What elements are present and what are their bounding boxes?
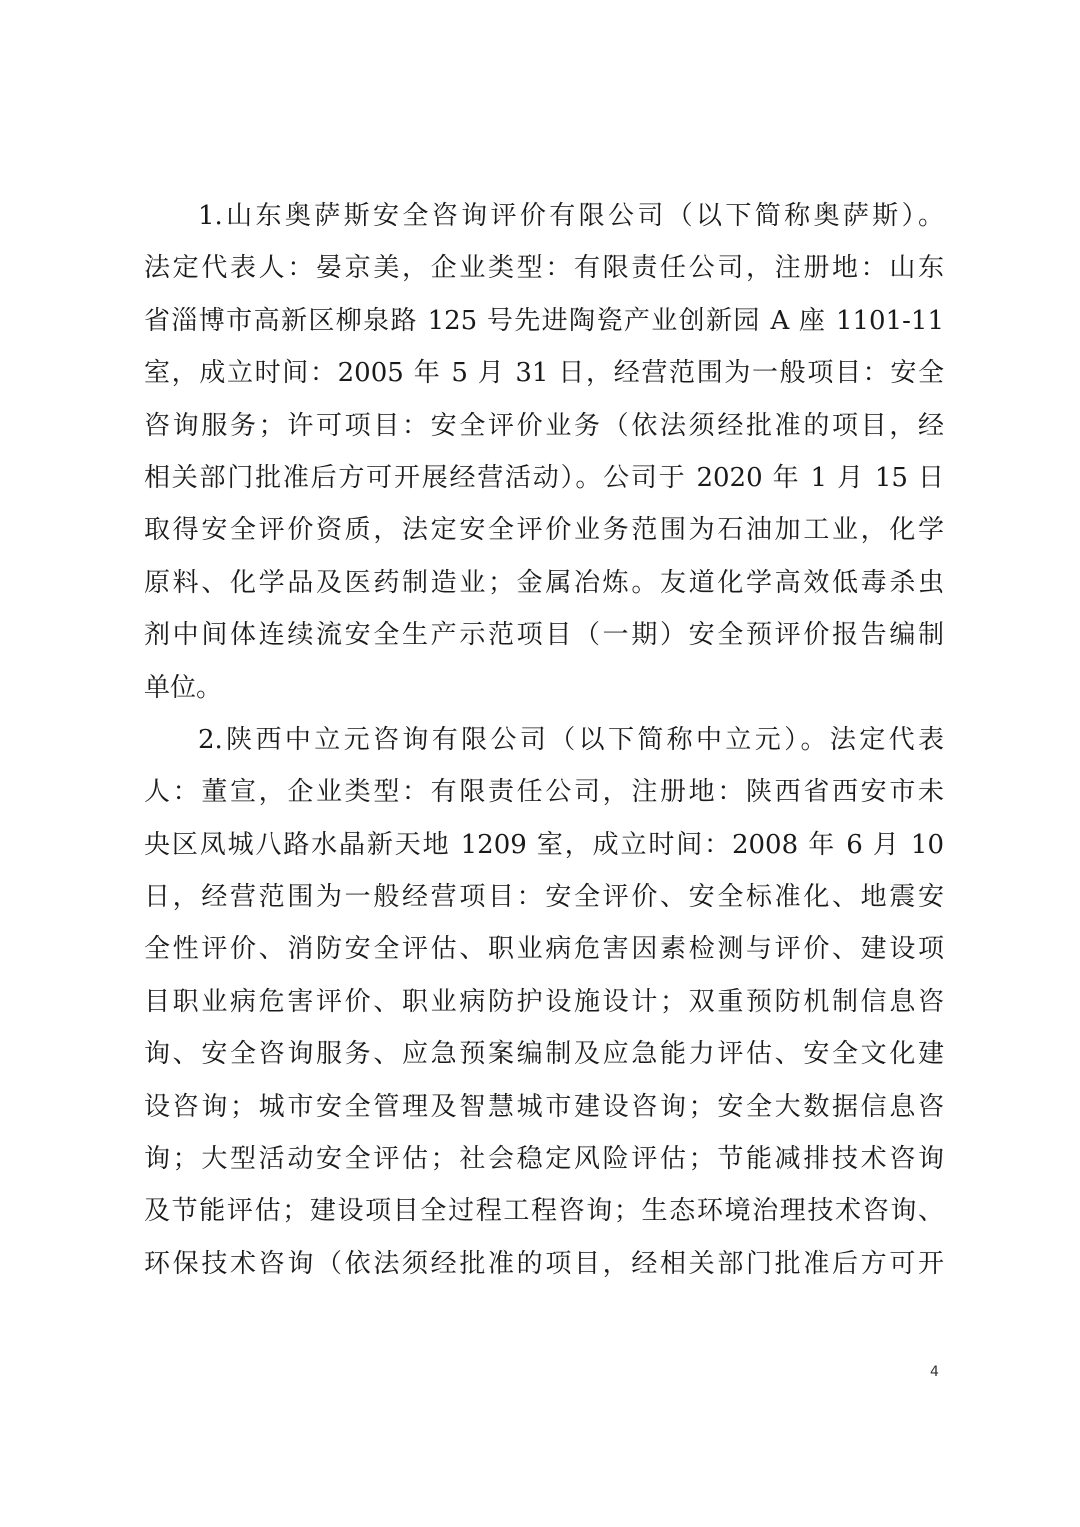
paragraph-1-line: 相关部门批准后方可开展经营活动）。公司于 2020 年 1 月 15 日 — [144, 462, 944, 493]
paragraph-2-line: 2.陕西中立元咨询有限公司（以下简称中立元）。法定代表 — [198, 724, 944, 755]
paragraph-1-line: 取得安全评价资质，法定安全评价业务范围为石油加工业，化学 — [144, 515, 944, 546]
paragraph-2-line: 目职业病危害评价、职业病防护设施设计；双重预防机制信息咨 — [144, 986, 944, 1017]
paragraph-1-line: 1.山东奥萨斯安全咨询评价有限公司（以下简称奥萨斯）。 — [198, 201, 944, 231]
paragraph-1-line: 室，成立时间：2005 年 5 月 31 日，经营范围为一般项目：安全 — [144, 358, 944, 389]
paragraph-2-line: 人：董宣，企业类型：有限责任公司，注册地：陕西省西安市未 — [144, 777, 944, 808]
paragraph-2-line: 央区凤城八路水晶新天地 1209 室，成立时间：2008 年 6 月 10 — [144, 829, 944, 860]
paragraph-2-line: 设咨询；城市安全管理及智慧城市建设咨询；安全大数据信息咨 — [144, 1091, 944, 1122]
paragraph-2-line: 全性评价、消防安全评估、职业病危害因素检测与评价、建设项 — [144, 934, 944, 965]
paragraph-1-line: 单位。 — [144, 672, 223, 703]
paragraph-1-line: 省淄博市高新区柳泉路 125 号先进陶瓷产业创新园 A 座 1101-11 — [144, 305, 944, 336]
paragraph-2-line: 日，经营范围为一般经营项目：安全评价、安全标准化、地震安 — [144, 882, 944, 913]
page-number: 4 — [930, 1364, 939, 1380]
paragraph-2-line: 及节能评估；建设项目全过程工程咨询；生态环境治理技术咨询、 — [144, 1196, 944, 1227]
paragraph-2-line: 询；大型活动安全评估；社会稳定风险评估；节能减排技术咨询 — [144, 1144, 944, 1175]
paragraph-1-line: 法定代表人：晏京美，企业类型：有限责任公司，注册地：山东 — [144, 253, 944, 284]
paragraph-1-line: 咨询服务；许可项目：安全评价业务（依法须经批准的项目，经 — [144, 410, 944, 441]
paragraph-1-line: 原料、化学品及医药制造业；金属冶炼。友道化学高效低毒杀虫 — [144, 567, 944, 598]
paragraph-2-line: 询、安全咨询服务、应急预案编制及应急能力评估、安全文化建 — [144, 1039, 944, 1070]
document-body — [144, 190, 944, 1290]
paragraph-2-line: 环保技术咨询（依法须经批准的项目，经相关部门批准后方可开 — [144, 1248, 944, 1279]
paragraph-1-line: 剂中间体连续流安全生产示范项目（一期）安全预评价报告编制 — [144, 620, 944, 651]
